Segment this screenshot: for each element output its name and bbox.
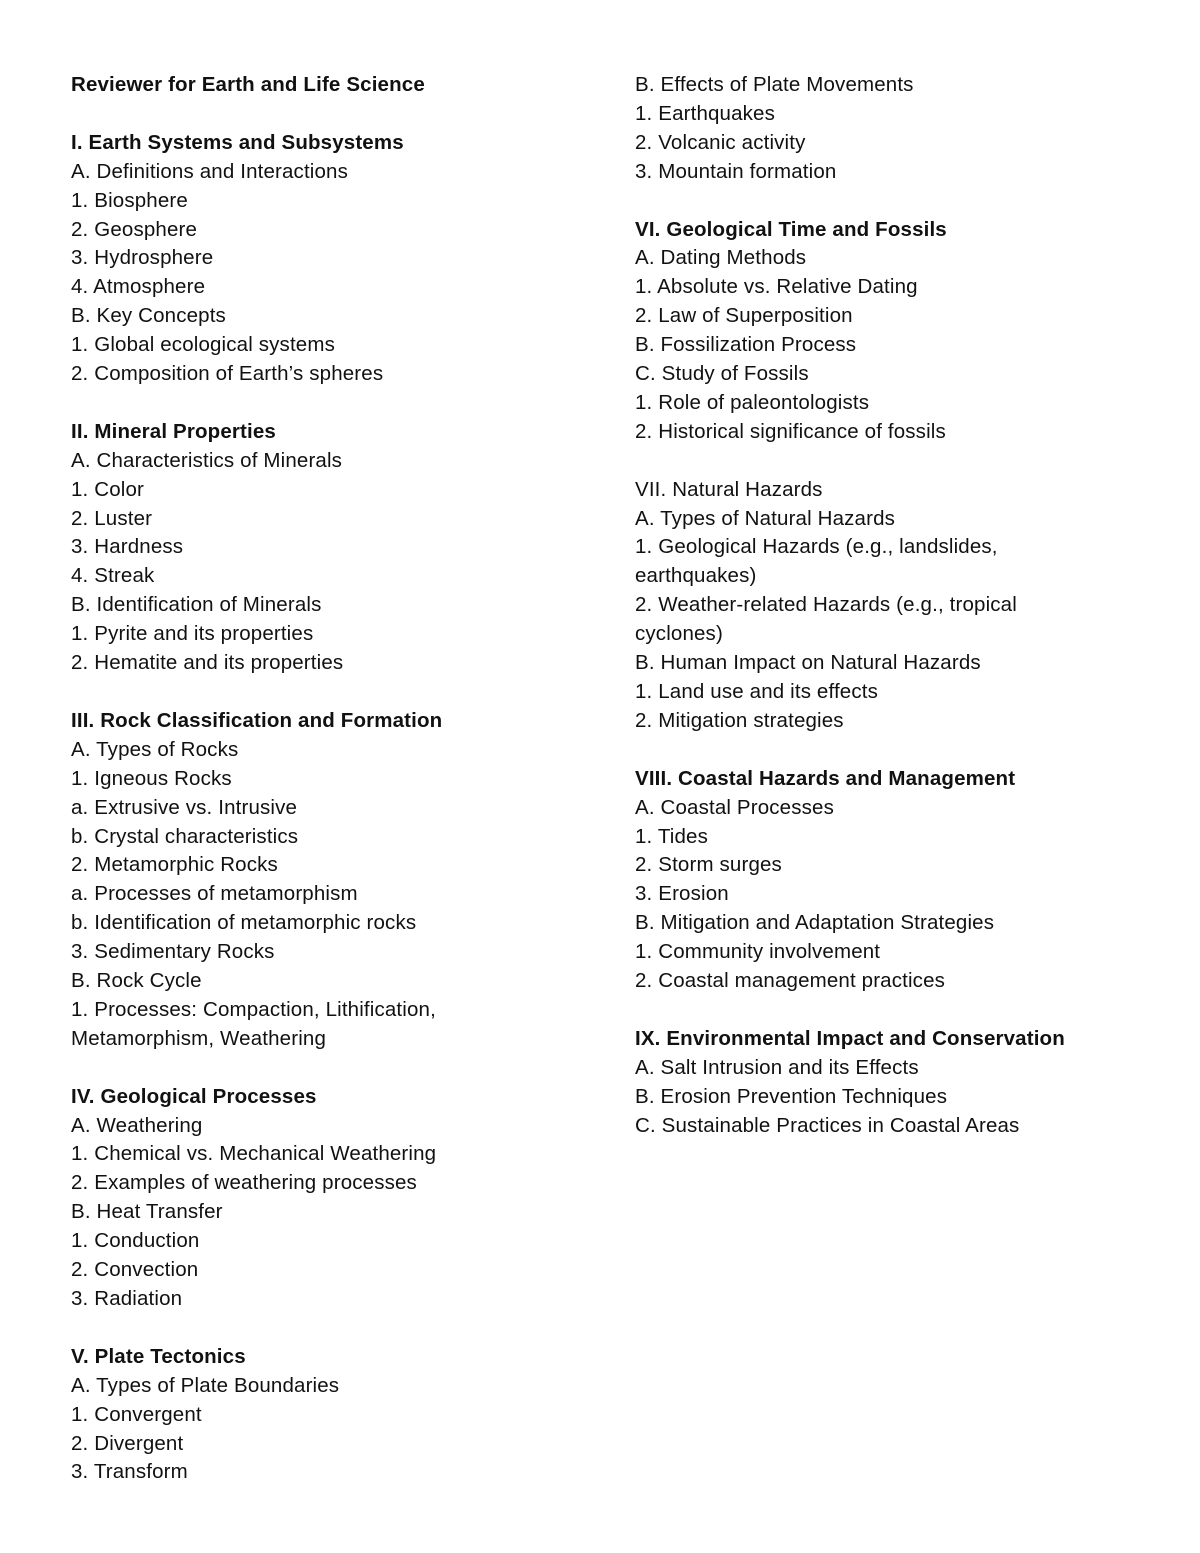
outline-item: 2. Hematite and its properties	[71, 651, 344, 675]
outline-item: a. Extrusive vs. Intrusive	[71, 795, 298, 819]
outline-item: a. Processes of metamorphism	[71, 882, 358, 906]
outline-item: B. Heat Transfer	[71, 1200, 223, 1224]
outline-item: 1. Pyrite and its properties	[71, 622, 314, 646]
outline-item: B. Rock Cycle	[71, 969, 202, 993]
outline-item: b. Crystal characteristics	[71, 824, 299, 848]
outline-item: B. Fossilization Process	[635, 333, 857, 357]
outline-item: 2. Weather-related Hazards (e.g., tropical	[635, 593, 1017, 617]
outline-item: 1. Igneous Rocks	[71, 766, 232, 790]
outline-item: B. Mitigation and Adaptation Strategies	[635, 911, 995, 935]
outline-item: 2. Mitigation strategies	[635, 708, 844, 732]
outline-item: 1. Geological Hazards (e.g., landslides,	[635, 535, 998, 559]
blank-line	[71, 1054, 591, 1083]
outline-item: 2. Metamorphic Rocks	[71, 853, 278, 877]
outline-item: 2. Coastal management practices	[635, 969, 946, 993]
outline-item: 2. Volcanic activity	[635, 130, 806, 154]
outline-item: 1. Earthquakes	[635, 101, 775, 125]
outline-item: A. Definitions and Interactions	[71, 159, 348, 183]
outline-item: 1. Processes: Compaction, Lithification,	[71, 997, 436, 1021]
outline-item: B. Erosion Prevention Techniques	[635, 1084, 948, 1108]
outline-item: 3. Mountain formation	[635, 159, 837, 183]
section-heading: III. Rock Classification and Formation	[71, 708, 443, 732]
outline-item: earthquakes)	[635, 564, 757, 588]
outline-item: A. Dating Methods	[635, 246, 807, 270]
outline-item: b. Identification of metamorphic rocks	[71, 911, 417, 935]
outline-item: 3. Hydrosphere	[71, 246, 214, 270]
blank-line	[71, 678, 591, 707]
outline-item: A. Types of Plate Boundaries	[71, 1373, 340, 1397]
right-column	[635, 71, 1155, 1140]
outline-item: 1. Community involvement	[635, 940, 881, 964]
outline-item: 1. Global ecological systems	[71, 333, 335, 357]
outline-item: A. Weathering	[71, 1113, 203, 1137]
outline-item: 1. Conduction	[71, 1229, 200, 1253]
outline-item: 3. Erosion	[635, 882, 729, 906]
blank-line	[635, 187, 1155, 216]
outline-item: A. Types of Natural Hazards	[635, 506, 896, 530]
outline-item: 4. Streak	[71, 564, 155, 588]
outline-item: 2. Historical significance of fossils	[635, 419, 946, 443]
outline-item: 2. Law of Superposition	[635, 304, 853, 328]
outline-item: 1. Biosphere	[71, 188, 188, 212]
outline-item: cyclones)	[635, 622, 723, 646]
outline-item: 1. Absolute vs. Relative Dating	[635, 275, 918, 299]
section-heading: VIII. Coastal Hazards and Management	[635, 766, 1016, 790]
blank-line	[635, 996, 1155, 1025]
section-heading: IV. Geological Processes	[71, 1084, 317, 1108]
outline-item: 2. Examples of weathering processes	[71, 1171, 417, 1195]
outline-item: A. Coastal Processes	[635, 795, 834, 819]
outline-item: 2. Geosphere	[71, 217, 198, 241]
outline-item: 1. Chemical vs. Mechanical Weathering	[71, 1142, 437, 1166]
outline-item: 1. Convergent	[71, 1402, 202, 1426]
section-heading: IX. Environmental Impact and Conservation	[635, 1026, 1065, 1050]
blank-line	[71, 100, 591, 129]
outline-item: A. Types of Rocks	[71, 737, 239, 761]
outline-item: VII. Natural Hazards	[635, 477, 823, 501]
outline-item: 3. Sedimentary Rocks	[71, 940, 275, 964]
outline-item: 2. Convection	[71, 1258, 199, 1282]
outline-item: C. Study of Fossils	[635, 362, 809, 386]
outline-item: 2. Divergent	[71, 1431, 184, 1455]
outline-item: 1. Tides	[635, 824, 708, 848]
outline-item: B. Key Concepts	[71, 304, 226, 328]
outline-item: 3. Hardness	[71, 535, 184, 559]
outline-item: 1. Color	[71, 477, 144, 501]
left-column	[71, 71, 591, 1487]
document-title: Reviewer for Earth and Life Science	[71, 73, 425, 96]
outline-item: B. Effects of Plate Movements	[635, 73, 914, 96]
outline-item: A. Salt Intrusion and its Effects	[635, 1055, 919, 1079]
outline-item: B. Human Impact on Natural Hazards	[635, 651, 981, 675]
outline-item: 2. Storm surges	[635, 853, 782, 877]
outline-item: 2. Luster	[71, 506, 153, 530]
blank-line	[635, 736, 1155, 765]
outline-item: B. Identification of Minerals	[71, 593, 322, 617]
blank-line	[635, 447, 1155, 476]
outline-item: 4. Atmosphere	[71, 275, 206, 299]
section-heading: II. Mineral Properties	[71, 419, 276, 443]
blank-line	[71, 389, 591, 418]
outline-item: 2. Composition of Earth’s spheres	[71, 362, 384, 386]
outline-item: 1. Land use and its effects	[635, 680, 879, 703]
section-heading: I. Earth Systems and Subsystems	[71, 130, 404, 154]
blank-line	[71, 1314, 591, 1343]
outline-item: Metamorphism, Weathering	[71, 1026, 327, 1050]
outline-item: 1. Role of paleontologists	[635, 390, 870, 414]
section-heading: VI. Geological Time and Fossils	[635, 217, 947, 241]
section-heading: V. Plate Tectonics	[71, 1344, 246, 1368]
outline-item: 3. Radiation	[71, 1287, 183, 1310]
outline-item: 3. Transform	[71, 1460, 188, 1484]
outline-item: A. Characteristics of Minerals	[71, 448, 343, 472]
outline-item: C. Sustainable Practices in Coastal Areas	[635, 1113, 1020, 1137]
